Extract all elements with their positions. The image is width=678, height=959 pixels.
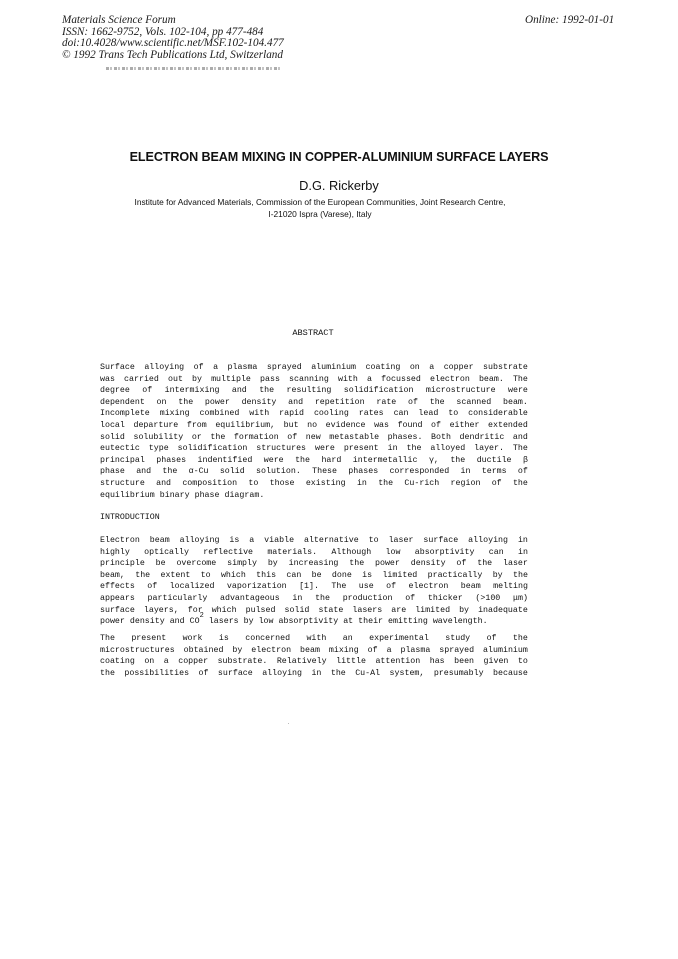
word: phases — [348, 467, 379, 477]
text-line — [100, 420, 528, 432]
word: laser — [388, 536, 414, 545]
word: be — [311, 570, 322, 580]
text-line — [100, 466, 528, 478]
word: the — [210, 432, 226, 442]
word: intermixing — [164, 386, 220, 396]
text-line — [100, 535, 528, 547]
word: and — [288, 397, 304, 407]
word: increasing — [288, 559, 339, 569]
word: substrate — [483, 363, 528, 372]
word: indentified — [197, 455, 253, 465]
word: lasers — [352, 605, 383, 615]
text-line — [100, 547, 528, 559]
word: principal — [100, 455, 145, 465]
word: a — [429, 363, 435, 372]
word: and — [156, 478, 172, 488]
word: alloying — [144, 363, 185, 372]
word: on — [144, 657, 155, 667]
word: reflective — [203, 547, 254, 557]
word: to — [448, 409, 459, 419]
word: on — [409, 363, 420, 372]
word: localized — [169, 582, 215, 592]
word: copper — [178, 657, 209, 667]
faint-copyright-scan-line — [106, 67, 281, 70]
word: appears — [100, 593, 135, 603]
author-affiliation — [0, 197, 640, 220]
word: alloying — [468, 536, 509, 545]
word: a — [386, 645, 392, 655]
text-line — [100, 432, 528, 444]
word: the — [512, 570, 528, 580]
text-line — [100, 443, 528, 455]
copyright-line: © 1992 Trans Tech Publications Ltd, Switzerland — [62, 48, 283, 61]
word: practically — [427, 570, 483, 580]
word: of — [517, 467, 528, 477]
subscript: 2 — [199, 612, 204, 621]
paper-author: D.G. Rickerby — [299, 178, 379, 193]
introduction-paragraph-1 — [100, 535, 528, 628]
word: the — [349, 559, 365, 569]
word: state — [318, 605, 344, 615]
word: which — [211, 605, 237, 615]
word: in — [460, 467, 471, 477]
word: or — [191, 432, 202, 442]
word: eutectic — [100, 444, 140, 454]
word: focussed — [381, 374, 421, 384]
word: production — [342, 593, 393, 603]
word: Relatively — [276, 657, 327, 667]
word: beam — [149, 536, 170, 545]
word: by — [232, 645, 243, 655]
word: The — [100, 634, 115, 643]
word: was — [374, 420, 390, 430]
word: of — [386, 582, 397, 592]
word: multiple — [211, 374, 251, 384]
text-line — [100, 633, 528, 645]
word: in — [387, 444, 398, 454]
word: equilibrium, — [215, 420, 276, 430]
word: plasma — [400, 645, 431, 655]
word: to — [248, 478, 259, 488]
text-line — [100, 593, 528, 605]
text-line — [100, 645, 528, 657]
word: Cu-Al — [355, 668, 381, 678]
word: which — [220, 570, 246, 580]
word: presumably — [433, 668, 484, 678]
word: Surface — [100, 363, 135, 372]
word: is — [218, 634, 229, 643]
text-line — [100, 668, 528, 680]
word: possibilities — [124, 668, 190, 678]
word: phases — [156, 455, 187, 465]
word: extent — [160, 570, 191, 580]
word: alloying — [262, 668, 303, 678]
word: optically — [144, 547, 189, 557]
word: with — [249, 409, 270, 419]
word: rate — [376, 397, 397, 407]
word: the — [477, 559, 493, 569]
text-line — [100, 656, 528, 668]
text-line — [100, 605, 528, 617]
word: electron — [251, 645, 292, 655]
word: can — [286, 570, 302, 580]
text-line — [100, 581, 528, 593]
word: either — [449, 420, 480, 430]
text-line — [100, 490, 528, 502]
word: out — [167, 374, 183, 384]
word: pulsed — [245, 605, 276, 615]
word: by — [192, 374, 202, 384]
word: the — [178, 397, 194, 407]
word: were — [314, 444, 335, 454]
word: system, — [389, 668, 425, 678]
word: the — [259, 386, 275, 396]
word: structures — [256, 444, 307, 454]
word: be — [155, 559, 166, 569]
word: obtained — [183, 645, 224, 655]
word: power — [375, 559, 400, 569]
word: the — [100, 668, 115, 678]
word: in — [518, 547, 528, 557]
word: rates — [358, 409, 384, 419]
word: The — [512, 444, 528, 454]
word: beam. — [478, 374, 504, 384]
word: the — [512, 478, 528, 488]
introduction-heading: INTRODUCTION — [100, 513, 160, 522]
word: in — [356, 478, 367, 488]
word: laser — [502, 559, 528, 569]
word: can — [488, 547, 504, 557]
word: an — [342, 634, 353, 643]
word: melting — [493, 582, 528, 592]
word: Although — [331, 547, 372, 557]
word: effects — [100, 582, 135, 592]
word: of — [486, 634, 497, 643]
word: microstructure — [425, 386, 496, 396]
word: a — [213, 363, 219, 372]
word: thicker — [427, 593, 463, 603]
word: of — [491, 478, 502, 488]
word: was — [100, 374, 115, 384]
word: of — [431, 420, 442, 430]
word: from — [186, 420, 207, 430]
word: the — [295, 455, 311, 465]
word: to — [368, 536, 379, 545]
word: were — [263, 455, 284, 465]
word: low — [385, 547, 401, 557]
word: of — [198, 668, 209, 678]
word: α-Cu — [188, 467, 209, 477]
word: cooling — [313, 409, 349, 419]
word: present — [131, 634, 167, 643]
word: but — [283, 420, 299, 430]
word: because — [493, 668, 528, 678]
word: scanning — [289, 374, 329, 384]
word: extended — [488, 420, 528, 430]
word: were — [508, 386, 528, 396]
word: electron — [430, 374, 470, 384]
word: solidification — [177, 444, 248, 454]
word: to — [200, 570, 211, 580]
word: surface — [217, 668, 253, 678]
word: concerned — [245, 634, 291, 643]
word: highly — [100, 547, 130, 557]
word: density — [241, 397, 277, 407]
word: those — [269, 478, 295, 488]
word: alloying — [179, 536, 220, 545]
word: solubility — [133, 432, 184, 442]
word: for — [187, 605, 203, 615]
doi-line: doi:10.4028/www.scientific.net/MSF.102-104.477 — [62, 37, 284, 50]
word: and — [512, 432, 528, 442]
word: advantageous — [219, 593, 280, 603]
word: and — [231, 386, 247, 396]
word: a — [366, 374, 372, 384]
text-line — [100, 408, 528, 420]
word: electron — [408, 582, 449, 592]
line-text-pre: power density and CO — [100, 617, 200, 627]
word: The — [512, 374, 528, 384]
word: repetition — [314, 397, 365, 407]
word: existing — [305, 478, 346, 488]
text-line — [100, 478, 528, 490]
word: dendritic — [459, 432, 505, 442]
word: limited — [382, 570, 418, 580]
word: [1]. — [299, 582, 319, 592]
word: (>100 — [475, 593, 501, 603]
introduction-paragraph-2 — [100, 633, 528, 679]
word: Incomplete — [100, 409, 150, 419]
word: dependent — [100, 397, 145, 407]
word: in — [517, 536, 528, 545]
word: simply — [227, 559, 257, 569]
word: solidification — [343, 386, 414, 396]
word: solution. — [256, 467, 301, 477]
paper-title: ELECTRON BEAM MIXING IN COPPER-ALUMINIUM SURFACE LAYERS — [129, 150, 549, 164]
word: the — [315, 593, 331, 603]
word: region — [450, 478, 481, 488]
word: sprayed — [266, 363, 302, 372]
word: is — [362, 570, 373, 580]
word: evidence — [325, 420, 366, 430]
word: structure — [100, 478, 145, 488]
word: phases. — [387, 432, 423, 442]
online-date: Online: 1992-01-01 — [525, 14, 615, 26]
word: formation — [233, 432, 279, 442]
word: has — [429, 657, 445, 667]
word: by — [459, 605, 470, 615]
word: intermetallic — [352, 455, 418, 465]
word: of — [408, 397, 418, 407]
word: can — [393, 409, 409, 419]
scan-speck — [288, 723, 289, 724]
word: of — [456, 559, 467, 569]
word: of — [405, 593, 416, 603]
word: beam — [460, 582, 481, 592]
word: metastable — [329, 432, 380, 442]
word: sprayed — [439, 645, 475, 655]
word: alternative — [303, 536, 359, 545]
word: density — [410, 559, 446, 569]
word: the — [135, 570, 151, 580]
word: limited — [415, 605, 451, 615]
word: coating — [100, 657, 135, 667]
word: degree — [100, 386, 130, 396]
word: Cu-rich — [404, 478, 440, 488]
word: with — [337, 374, 358, 384]
journal-header — [62, 15, 284, 61]
word: The — [331, 582, 347, 592]
word: of — [193, 363, 204, 372]
word: combined — [199, 409, 240, 419]
word: a — [163, 657, 169, 667]
word: of — [287, 432, 298, 442]
word: work — [182, 634, 203, 643]
abstract-body — [100, 362, 528, 501]
word: principle — [100, 559, 145, 569]
word: considerable — [468, 409, 528, 419]
word: aluminium — [311, 363, 357, 372]
word: coating — [365, 363, 401, 372]
word: the — [429, 397, 445, 407]
word: ductile — [476, 455, 512, 465]
word: corresponded — [389, 467, 450, 477]
word: μm) — [512, 593, 528, 603]
word: surface — [100, 605, 135, 615]
word: hard — [321, 455, 342, 465]
word: of — [147, 582, 158, 592]
word: the — [406, 444, 422, 454]
word: rapid — [279, 409, 305, 419]
word: little — [336, 657, 366, 667]
word: to — [517, 657, 528, 667]
word: substrate. — [217, 657, 268, 667]
word: vaporization — [226, 582, 287, 592]
word: terms — [481, 467, 507, 477]
word: in — [292, 593, 303, 603]
text-line — [100, 374, 528, 386]
word: attention — [375, 657, 421, 667]
word: microstructures — [100, 645, 175, 655]
word: is — [229, 536, 240, 545]
word: study — [445, 634, 471, 643]
word: use — [358, 582, 374, 592]
word: copper — [443, 363, 474, 372]
word: by — [267, 559, 278, 569]
word: surface — [423, 536, 459, 545]
text-line — [100, 385, 528, 397]
word: γ, — [428, 455, 439, 465]
word: a — [249, 536, 255, 545]
word: been — [454, 657, 475, 667]
line-text: equilibrium binary phase diagram. — [100, 490, 265, 500]
word: viable — [264, 536, 295, 545]
word: layers, — [143, 605, 179, 615]
journal-name: Materials Science Forum — [62, 14, 176, 26]
affiliation-line-1: Institute for Advanced Materials, Commission of the European Communities, Joint Research Centre, — [134, 197, 506, 207]
word: local — [100, 420, 125, 430]
text-line — [100, 558, 528, 570]
word: new — [305, 432, 321, 442]
word: resulting — [286, 386, 332, 396]
word: power — [204, 397, 230, 407]
word: given — [483, 657, 509, 667]
word: alloyed — [430, 444, 466, 454]
issn-line: ISSN: 1662-9752, Vols. 102-104, pp 477-484 — [62, 25, 264, 38]
word: experimental — [369, 634, 429, 643]
line-text-post: lasers by low absorptivity at their emitting wavelength. — [203, 617, 488, 627]
word: beam. — [502, 397, 528, 407]
word: departure — [133, 420, 179, 430]
text-line — [100, 570, 528, 582]
word: done — [331, 570, 352, 580]
word: mixing — [159, 409, 190, 419]
word: in — [311, 668, 322, 678]
word: carried — [124, 374, 159, 384]
word: present — [343, 444, 379, 454]
word: mixing — [328, 645, 359, 655]
word: pass — [260, 374, 280, 384]
word: inadequate — [478, 605, 528, 615]
word: the — [378, 478, 394, 488]
word: phase — [100, 467, 125, 477]
word: layer. — [474, 444, 504, 454]
word: absorptivity — [414, 547, 475, 557]
word: Electron — [100, 536, 140, 545]
word: solid — [100, 432, 125, 442]
word: the — [450, 455, 466, 465]
word: the — [512, 634, 528, 643]
word: by — [492, 570, 503, 580]
text-line — [100, 455, 528, 467]
word: the — [330, 668, 346, 678]
word: scanned — [456, 397, 492, 407]
word: of — [367, 645, 378, 655]
text-line — [100, 397, 528, 409]
word: plasma — [227, 363, 258, 372]
word: the — [162, 467, 178, 477]
word: These — [312, 467, 338, 477]
word: solid — [219, 467, 245, 477]
word: type — [148, 444, 169, 454]
word: overcome — [176, 559, 217, 569]
word: no — [307, 420, 318, 430]
word: with — [306, 634, 327, 643]
word: Both — [431, 432, 451, 442]
affiliation-line-2: I-21020 Ispra (Varese), Italy — [268, 208, 372, 219]
word: β — [522, 455, 528, 465]
word: of — [142, 386, 153, 396]
word: beam — [300, 645, 320, 655]
word: on — [156, 397, 167, 407]
word: materials. — [267, 547, 318, 557]
word: particularly — [147, 593, 208, 603]
text-line — [100, 362, 528, 374]
word: beam, — [100, 570, 125, 580]
text-line — [100, 612, 528, 628]
word: found — [397, 420, 423, 430]
word: are — [391, 605, 407, 615]
word: lead — [418, 409, 439, 419]
word: composition — [182, 478, 238, 488]
word: and — [136, 467, 152, 477]
abstract-heading: ABSTRACT — [292, 328, 334, 338]
word: aluminium — [483, 645, 528, 655]
word: solid — [284, 605, 310, 615]
word: this — [256, 570, 277, 580]
